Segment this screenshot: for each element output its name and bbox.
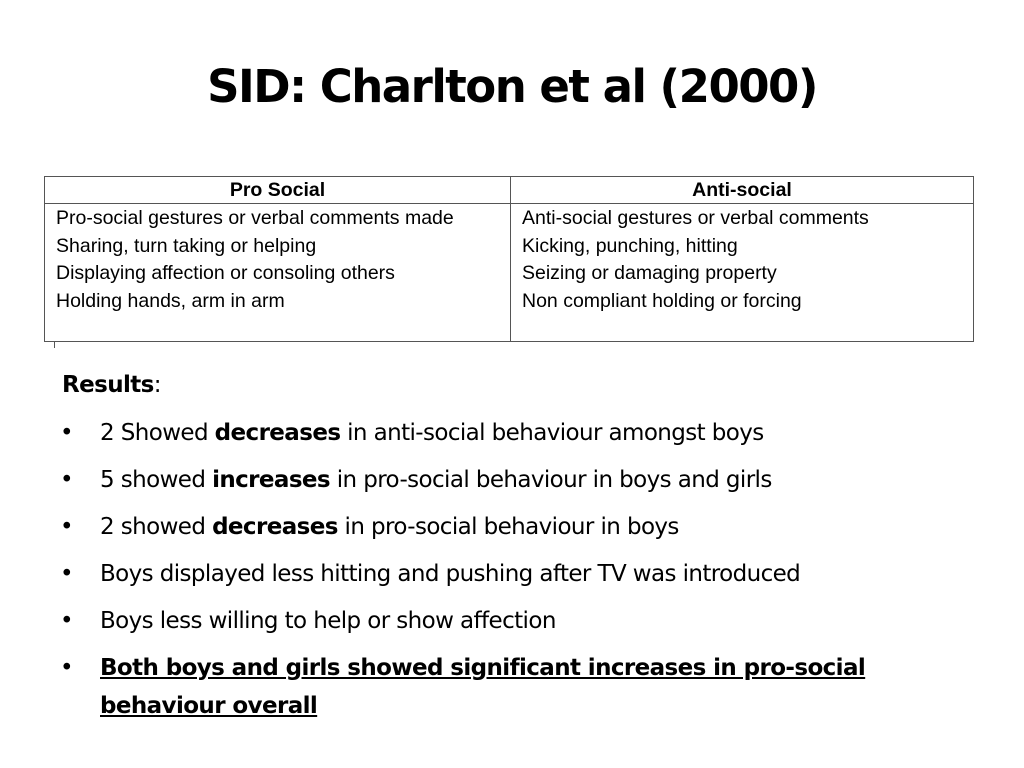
result-text-before: 2 showed	[100, 514, 213, 540]
anti-social-item: Non compliant holding or forcing	[522, 289, 802, 312]
results-heading-label: Results	[62, 372, 154, 398]
bullet-icon: •	[60, 514, 73, 540]
pro-social-item: Pro-social gestures or verbal comments made	[56, 207, 454, 229]
slide-title: SID: Charlton et al (2000)	[207, 60, 817, 113]
results-section	[62, 366, 962, 734]
list-item	[62, 508, 962, 546]
anti-social-cell	[511, 204, 974, 342]
result-conclusion: Both boys and girls showed significant increases in pro-social behaviour overall	[100, 655, 866, 719]
result-text: Boys displayed less hitting and pushing after TV was introduced	[100, 561, 801, 587]
result-text-before: 2 Showed	[100, 420, 215, 446]
pro-social-header: Pro Social	[45, 177, 511, 204]
result-text-after: in pro-social behaviour in boys	[337, 514, 679, 540]
list-item	[62, 555, 962, 593]
list-item	[62, 461, 962, 499]
result-emphasis: decreases	[214, 420, 341, 446]
pro-social-cell	[45, 204, 511, 342]
anti-social-item: Anti-social gestures or verbal comments	[522, 207, 869, 229]
bullet-icon: •	[60, 655, 73, 681]
pro-social-item: Displaying affection or consoling others	[56, 262, 395, 284]
results-heading-colon: :	[153, 372, 161, 398]
result-text-after: in pro-social behaviour in boys and girls	[330, 467, 772, 493]
result-text: Boys less willing to help or show affection	[100, 608, 556, 634]
table-row	[45, 204, 974, 342]
bullet-icon: •	[60, 467, 73, 493]
image-edge-mark	[54, 342, 55, 348]
list-item	[62, 602, 962, 640]
anti-social-item: Seizing or damaging property	[522, 262, 777, 284]
behaviour-categories-table	[44, 176, 974, 342]
result-text-before: 5 showed	[100, 467, 213, 493]
bullet-icon: •	[60, 420, 73, 446]
bullet-icon: •	[60, 561, 73, 587]
list-item	[62, 414, 962, 452]
table-header-row	[45, 177, 974, 204]
list-item	[62, 649, 962, 725]
anti-social-item: Kicking, punching, hitting	[522, 234, 738, 257]
pro-social-item: Holding hands, arm in arm	[56, 289, 285, 312]
pro-social-item: Sharing, turn taking or helping	[56, 234, 317, 257]
result-emphasis: decreases	[212, 514, 338, 540]
anti-social-header: Anti-social	[511, 177, 974, 204]
results-list	[62, 414, 962, 725]
bullet-icon: •	[60, 608, 73, 634]
results-heading	[62, 366, 962, 404]
result-text-after: in anti-social behaviour amongst boys	[340, 420, 764, 446]
result-emphasis: increases	[212, 467, 330, 493]
